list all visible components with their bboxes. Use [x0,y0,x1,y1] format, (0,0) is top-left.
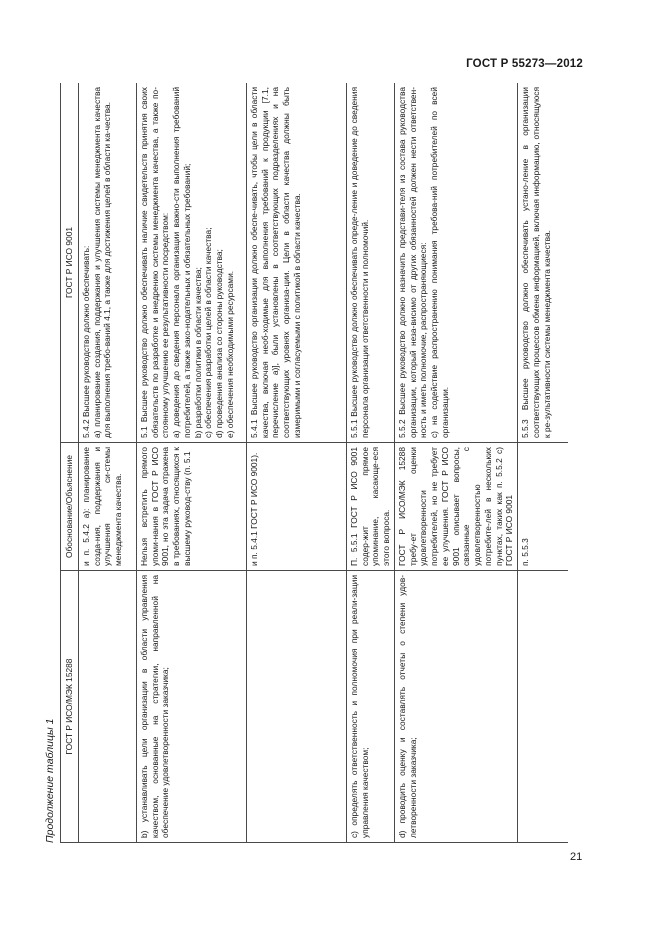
clause-text: b) разработки политики в области качества; [192,267,203,438]
cell-iso-15288 [78,571,136,843]
clause-text: c) обеспечения разработки целей в области качества; [203,227,214,438]
column-header-iso-9001: ГОСТ Р ИСО 9001 [61,83,79,443]
cell-iso-15288: с) определять ответственность и полномочия при реали-зации управления качеством; [346,571,394,843]
table-continuation-caption: Продолжение таблицы 1 [44,718,56,843]
table-row [346,83,394,843]
rotation-frame [42,83,568,843]
clause-text: а) планирование создания, поддержания и улучшения системы менеджмента качества для выполнения требо-ваний 4.1, а также для достижения целей в области ка-чества. [91,87,113,438]
comparison-table [60,83,568,843]
cell-iso-9001 [394,83,517,443]
cell-iso-15288 [246,571,346,843]
clause-text: e) обеспечения необходимыми ресурсами. [224,270,235,438]
cell-justification: и п. 5.4.1 ГОСТ Р ИСО 9001). [246,443,346,571]
cell-iso-9001 [346,83,394,443]
clause-text: d) проведения анализа со стороны руководства; [214,249,224,438]
cell-iso-9001 [136,83,246,443]
cell-justification: Нельзя встретить прямого упоми-нания в ГОСТ Р ИСО 9001, но эта задача отражена в требованиях, относящихся к высшему руковод-ству (п. 5.1 [136,443,246,571]
clause-text: c) на содействие распространению понимания требова-ний потребителей по всей организации. [429,87,450,438]
clause-text: 5.4.1 Высшее руководство организации должно обеспе-чивать, чтобы цели в области качества, включая необ-ходимые для выполнения требований к продукции [7.1, перечисление а)], были установлены в соответствующих подразделениях и на соответствующих уровнях организа-ции. Цели в области качества должны быть измеримыми и согласуемыми с политикой в области качества. [248,87,302,438]
cell-iso-15288: d) проводить оценку и составлять отчеты о степени удов-летворенности заказчика; [394,571,517,843]
column-header-justification: Обоснование/Объяснение [61,443,79,571]
standard-header: ГОСТ Р 55273—2012 [466,58,583,70]
clause-text: a) доведения до сведения персонала организации важно-сти выполнения требований потребителей, а также зако-нодательных и обязательных требований; [171,87,192,438]
cell-iso-9001 [78,83,136,443]
cell-iso-9001 [518,83,569,443]
clause-text: 5.5.1 Высшее руководство должно обеспечивать опреде-ление и доведение до сведения персонала организации ответственности и полномочий. [348,87,370,438]
table-header-row [61,83,79,843]
cell-iso-15288: b) устанавливать цели организации в области управления качеством, основанные на стратегии, направленной на обеспечение удовлетворенности заказчика; [136,571,246,843]
table-row [518,83,569,843]
table-row [246,83,346,843]
cell-justification: ГОСТ Р ИСО/МЭК 15288 требу-ет оценки удовлетворенности потребителей, но не требует ее улучшения. ГОСТ Р ИСО 9001 описывает вопросы, связанные с удовлетворенностью потребите-лей в нескольких пунктах, таких как п. 5.5.2 с) ГОСТ Р ИСО 9001 [394,443,517,571]
cell-justification: и п. 5.4.2 а): планирование созда-ния, поддержания и улучшения си-стемы менеджмента качества. [78,443,136,571]
table-row [78,83,136,843]
cell-iso-9001 [246,83,346,443]
table-row [394,83,517,843]
rotated-page-content [42,83,568,843]
cell-iso-15288 [518,571,569,843]
table-row [136,83,246,843]
clause-text: 5.4.2 Высшее руководство должно обеспечивать: [80,245,91,438]
clause-text: 5.5.2 Высшее руководство должно назначить представи-теля из состава руководства организации, который неза-висимо от других обязанностей должен нести ответствен-ность и иметь полномочие, распространяющиеся: [396,87,429,438]
clause-text: 5.5.3 Высшее руководство должно обеспечивать устано-ление в организации соответствующих процессов обмена информацией, включая информацию, относящуюся к ре-зультативности системы менеджмента качества. [520,87,552,438]
cell-justification: П. 5.5.1 ГОСТ Р ИСО 9001 содер-жит прямое упоминание, касающе-еся этого вопроса. [346,443,394,571]
clause-text: 5.1 Высшее руководство должно обеспечивать наличие свидетельств принятия своих обязательств по разработке и внедрению системы менеджмента качества, а также по-стоянному улучшению ее результативности посредством: [138,87,171,438]
column-header-iso-15288: ГОСТ Р ИСО/МЭК 15288 [61,571,79,843]
cell-justification: п. 5.5.3 [518,443,569,571]
page-number: 21 [570,851,583,863]
